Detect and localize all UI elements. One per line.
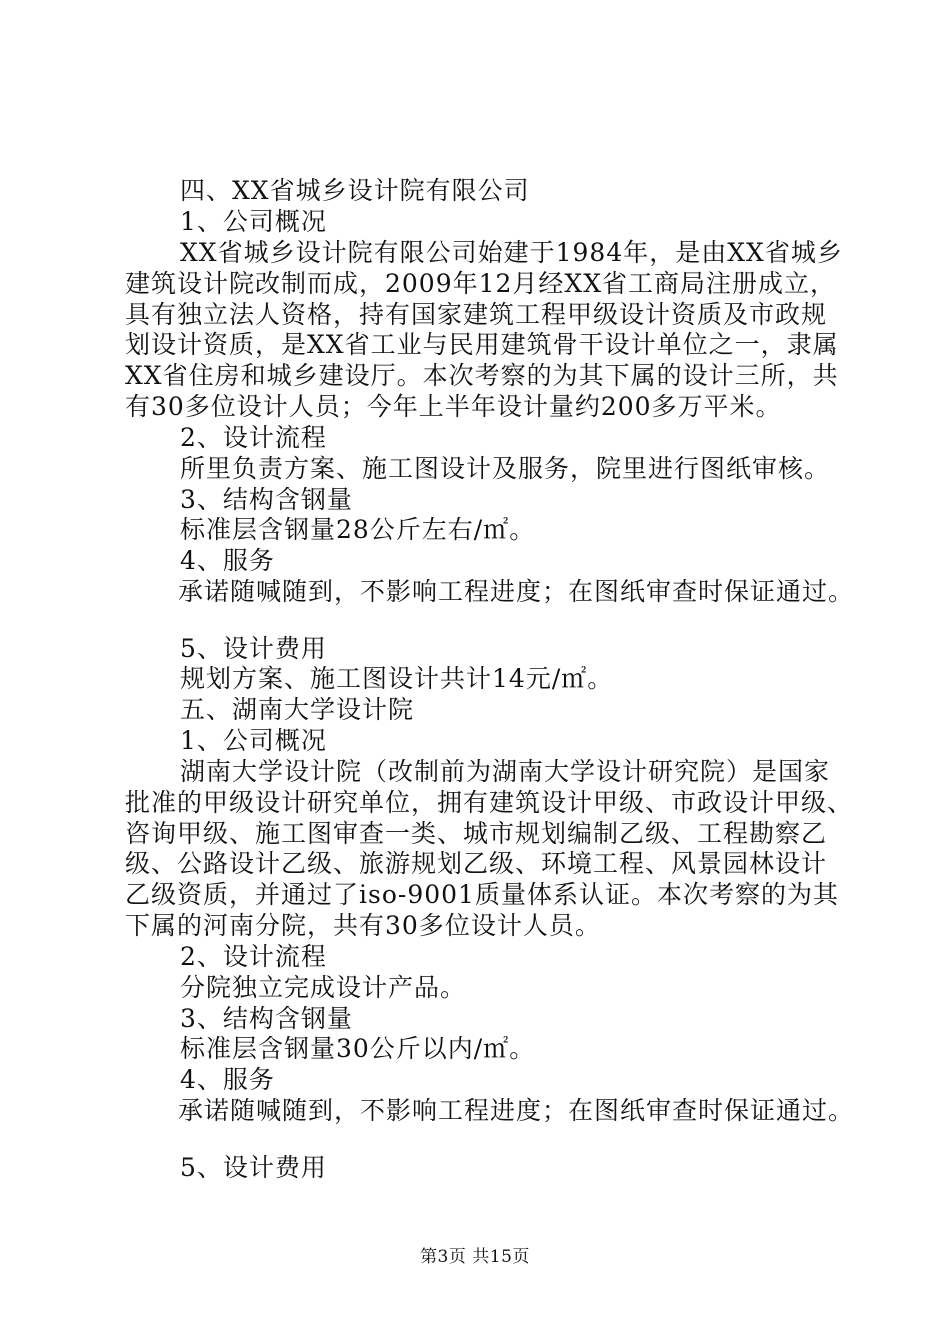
section-4-process-text: 所里负责方案、施工图设计及服务，院里进行图纸审核。: [180, 454, 831, 483]
section-5-fee-title: 5、设计费用: [180, 1153, 327, 1182]
section-4-fee-title: 5、设计费用: [180, 634, 327, 663]
section-4-service-title: 4、服务: [180, 546, 275, 575]
section-4-service-text: 承诺随喊随到，不影响工程进度；在图纸审查时保证通过。: [178, 577, 855, 606]
section-5-overview-line: 湖南大学设计院（改制前为湖南大学设计研究院）是国家: [180, 757, 831, 786]
section-4-overview-line: XX省住房和城乡建设厅。本次考察的为其下属的设计三所，共: [125, 361, 839, 390]
section-4-overview-line: 有30多位设计人员；今年上半年设计量约200多万平米。: [125, 392, 782, 421]
section-5-steel-text: 标准层含钢量30公斤以内/㎡。: [180, 1034, 536, 1063]
section-5-overview-line: 咨询甲级、施工图审查一类、城市规划编制乙级、工程勘察乙: [125, 819, 828, 848]
section-4-process-title: 2、设计流程: [180, 423, 327, 452]
section-4-overview-line: 具有独立法人资格，持有国家建筑工程甲级设计资质及市政规: [125, 300, 828, 329]
section-5-overview-line: 乙级资质，并通过了iso-9001质量体系认证。本次考察的为其: [125, 880, 839, 909]
section-5-service-title: 4、服务: [180, 1065, 275, 1094]
section-4-steel-text: 标准层含钢量28公斤左右/㎡。: [180, 515, 536, 544]
section-4-fee-text: 规划方案、施工图设计共计14元/㎡。: [180, 664, 614, 693]
section-5-process-text: 分院独立完成设计产品。: [180, 973, 467, 1002]
section-5-heading: 五、湖南大学设计院: [180, 695, 415, 724]
section-4-overview-line: XX省城乡设计院有限公司始建于1984年，是由XX省城乡: [180, 238, 843, 267]
section-4-overview-line: 划设计资质，是XX省工业与民用建筑骨干设计单位之一，隶属: [125, 330, 839, 359]
section-5-overview-title: 1、公司概况: [180, 726, 327, 755]
section-4-steel-title: 3、结构含钢量: [180, 485, 353, 514]
section-4-heading: 四、XX省城乡设计院有限公司: [180, 176, 530, 205]
section-4-overview-line: 建筑设计院改制而成，2009年12月经XX省工商局注册成立，: [125, 269, 837, 298]
section-5-process-title: 2、设计流程: [180, 942, 327, 971]
section-5-service-text: 承诺随喊随到，不影响工程进度；在图纸审查时保证通过。: [178, 1096, 855, 1125]
section-5-steel-title: 3、结构含钢量: [180, 1004, 353, 1033]
section-5-overview-line: 下属的河南分院，共有30多位设计人员。: [125, 911, 601, 940]
section-4-overview-title: 1、公司概况: [180, 207, 327, 236]
section-5-overview-line: 级、公路设计乙级、旅游规划乙级、环境工程、风景园林设计: [125, 849, 828, 878]
section-5-overview-line: 批准的甲级设计研究单位，拥有建筑设计甲级、市政设计甲级、: [125, 788, 854, 817]
page-number-footer: 第3页 共15页: [420, 1247, 530, 1267]
